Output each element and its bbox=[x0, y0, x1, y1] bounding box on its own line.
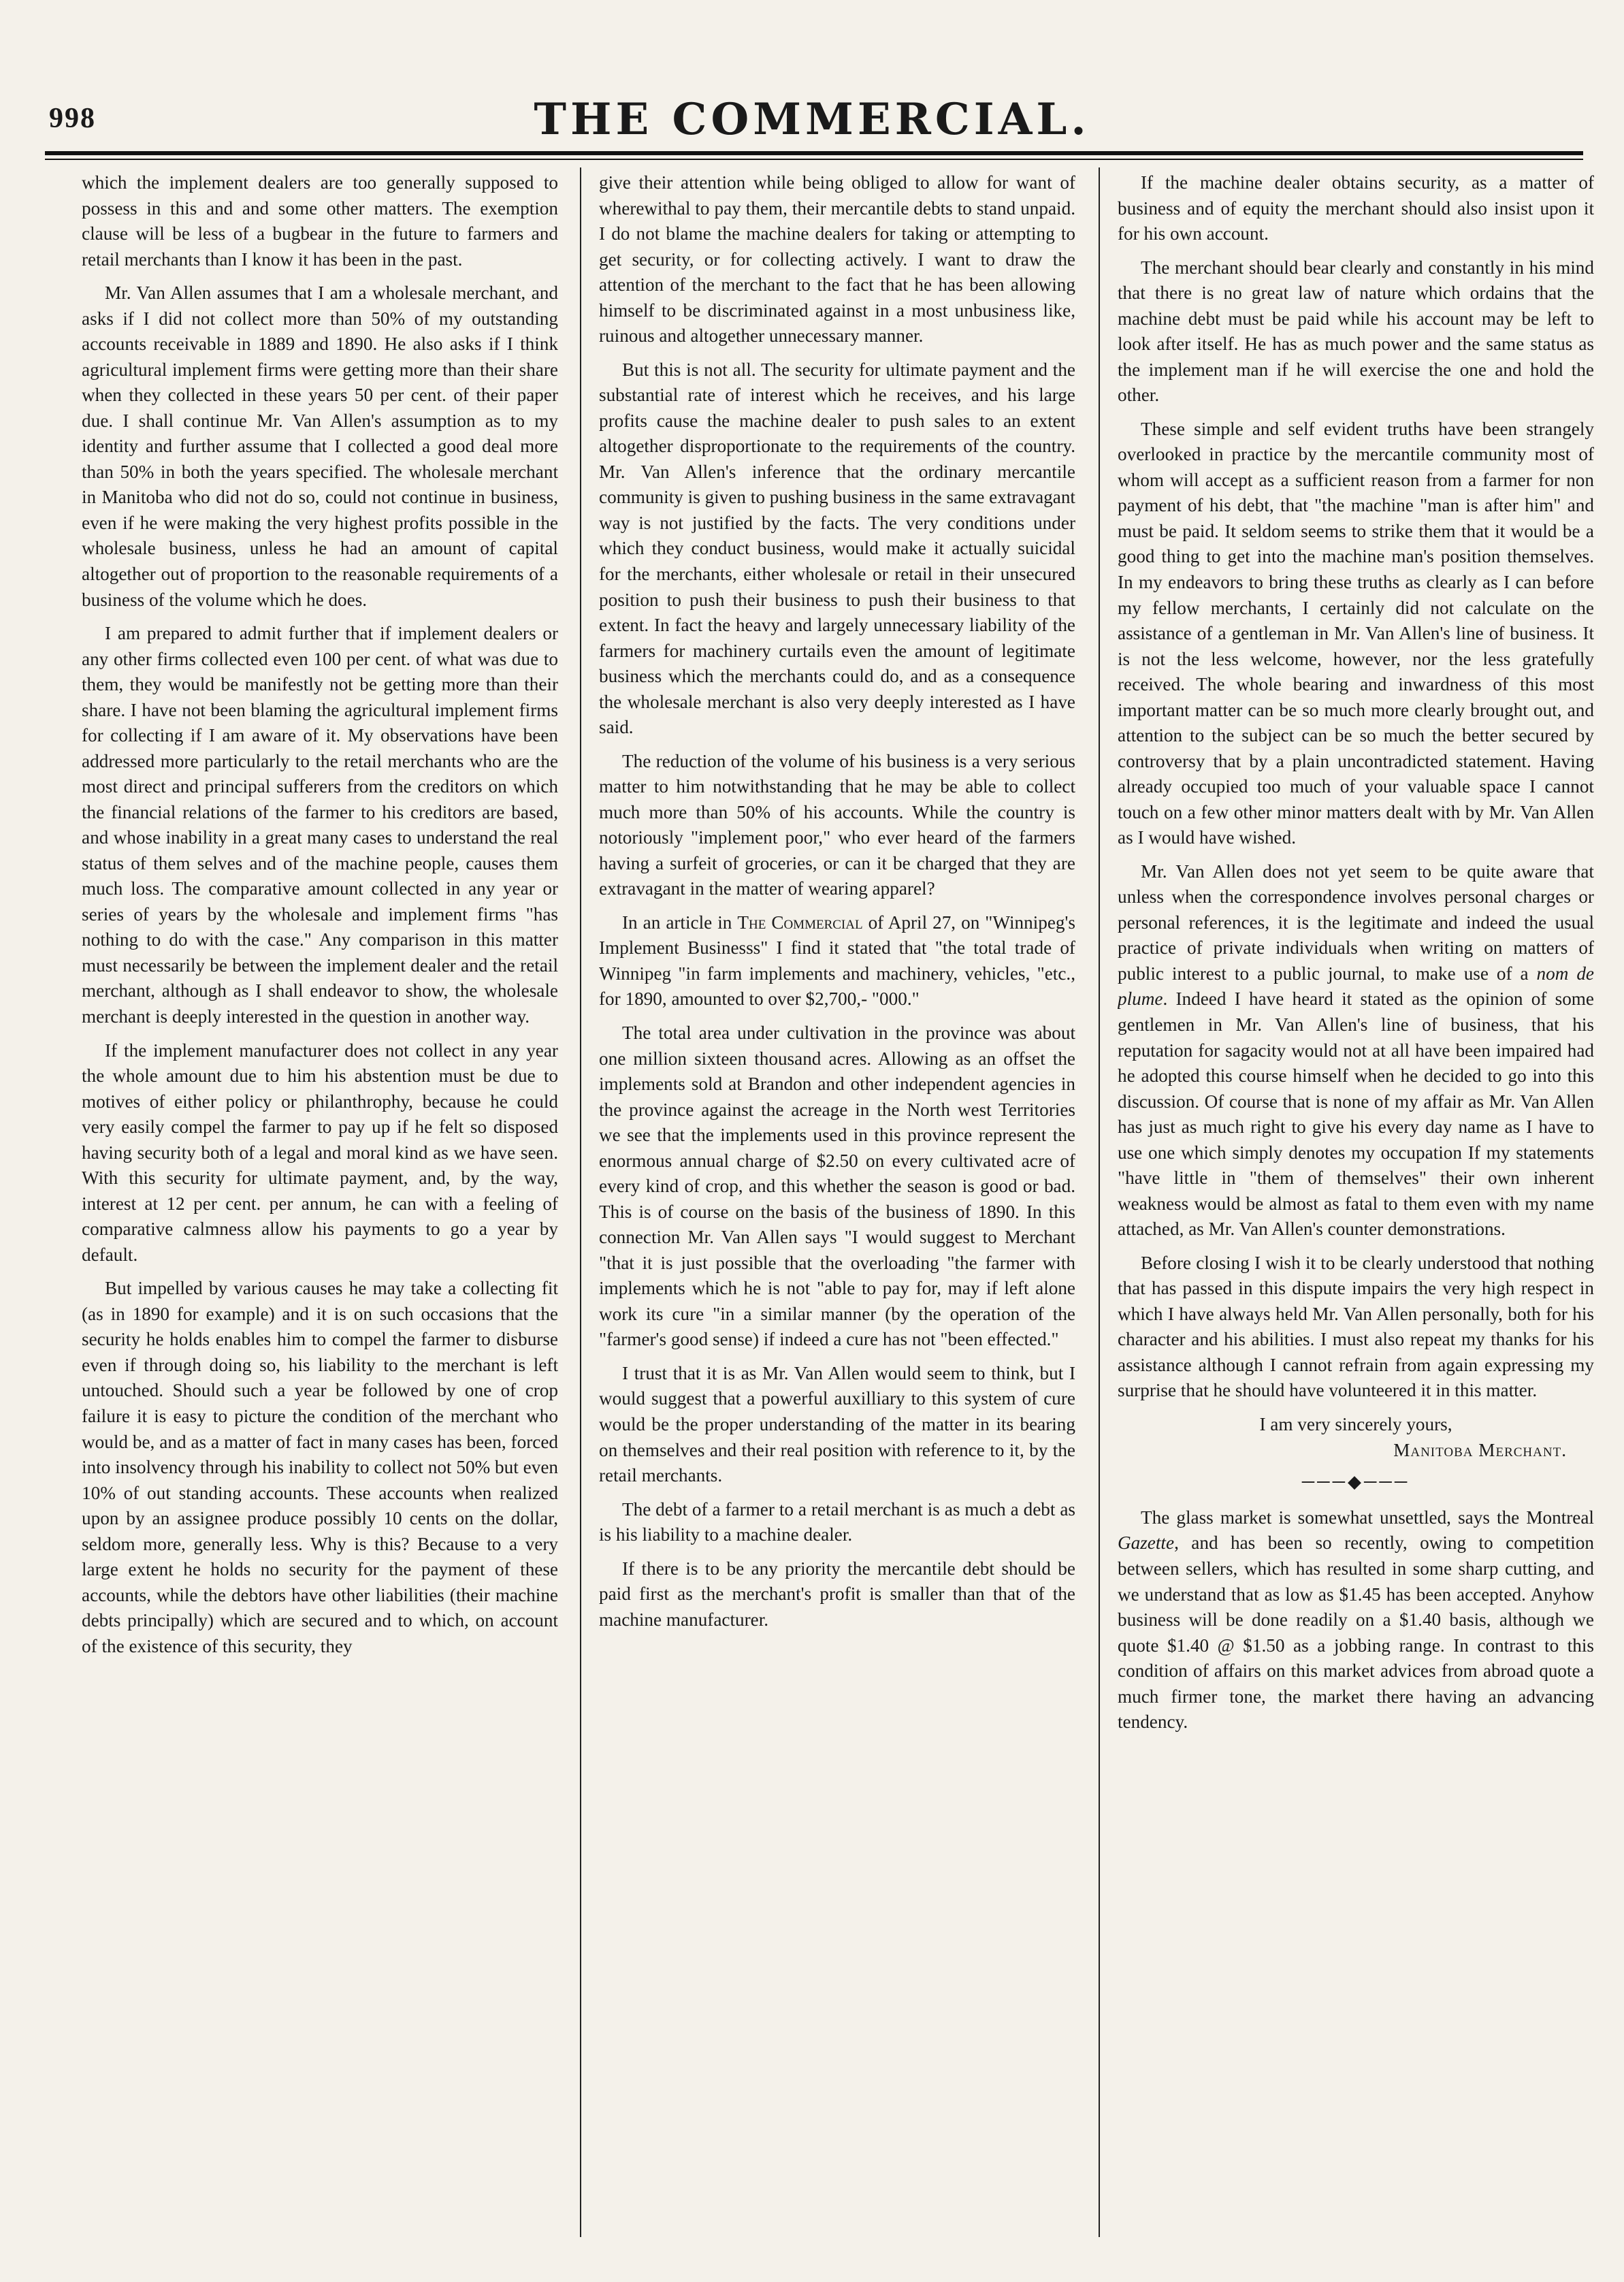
text-run: , and has been so recently, owing to competition between sellers, which has resulted in some sharp cutting, and we understand that as low as $1.45 has been accepted. Anyhow business will be done readily on a $1.40 basis, although we quote $1.40 @ $1.50 as a jobbing range. In contrast to this condition of affairs on this market advices from abroad quote a much firmer tone, the market there having an advancing tendency. bbox=[1118, 1532, 1594, 1733]
paragraph bbox=[1118, 1505, 1594, 1735]
paragraph: These simple and self evident truths have been strangely overlooked in practice by the mercantile community most of whom will accept as a sufficient reason from a farmer for non payment of his debt, that "the machine "man is after him" and must be paid. It seldom seems to strike them that it would be a good thing to get into the machine man's position themselves. In my endeavors to bring these truths as clearly as I can before my fellow merchants, I certainly did not calculate on the assistance of a gentleman in Mr. Van Allen's line of business. It is not the less welcome, however, nor the less gratefully received. The whole bearing and inwardness of this most important matter can be so much more clearly brought out, and attention to the subject can be so much the better secured by controversy that by a plain uncontradicted statement. Having already occupied too much of your valuable space I cannot touch on a few other minor matters dealt with by Mr. Van Allen as I would have wished. bbox=[1118, 418, 1594, 848]
column-divider bbox=[580, 167, 581, 2237]
paragraph: which the implement dealers are too generally supposed to possess in this and and some other matters. The exemption clause will be less of a bugbear in the future to farmers and retail merchants than I know it has been in the past. bbox=[82, 172, 558, 270]
paragraph: But this is not all. The security for ultimate payment and the substantial rate of interest which he receives, and his large profits cause the machine dealer to push sales to an extent altogether disproportionate to the requirements of the country. Mr. Van Allen's inference that the ordinary mercantile community is given to pushing business in the same extravagant way is not justified by the facts. The very conditions under which they conduct business, would make it actually suicidal for the merchants, either wholesale or retail in their unsecured position to push their business to push their business to that extent. In fact the heavy and largely unnecessary liability of the farmers for machinery curtails even the amount of legitimate business which the merchants could do, and as a consequence the wholesale merchant is also very deeply interested as I have said. bbox=[599, 359, 1075, 738]
paragraph: The total area under cultivation in the province was about one million sixteen thousand acres. Allowing as an offset the implements sold at Brandon and other independent agencies in the province against the acreage in the North west Territories we see that the implements used in this province represent the enormous annual charge of $2.50 on every cultivated acre of every kind of crop, and this whether the season is good or bad. This is of course on the basis of the business of 1890. In this connection Mr. Van Allen says "I would suggest to Merchant "that it is just possible that the overloading "the farmer with implements which he is not "able to pay for, may if left alone work its cure "in a similar manner (by the operation of the "farmer's good sense) if indeed a cure has not "been effected." bbox=[599, 1023, 1075, 1350]
text-run: In an article in bbox=[622, 912, 738, 933]
paragraph bbox=[1118, 859, 1594, 1242]
header-rule bbox=[45, 151, 1583, 155]
paragraph bbox=[599, 910, 1075, 1012]
paragraph: Mr. Van Allen assumes that I am a wholesale merchant, and asks if I did not collect more than 50% of my outstanding accounts receivable in 1889 and 1890. He also asks if I think agricultural implement firms were getting more than their share when they collected in these years 50 per cent. of their paper due. I shall continue Mr. Van Allen's assumption as to my identity and further assume that I collected a good deal more than 50% in both the years specified. The wholesale merchant in Manitoba who did not do so, could not continue in business, even if he were making the very highest profits possible in the wholesale business, unless he had an amount of capital altogether out of proportion to the reasonable requirements of a business of the volume which he does. bbox=[82, 283, 558, 610]
column-divider bbox=[1099, 167, 1100, 2237]
text-run: of April 27, on "Winnipeg's Implement Businesss" I find it stated that "the total trade of Winnipeg "in farm implements and machinery, vehicles, "etc., for 1890, amounted to over $2,700,- "000." bbox=[599, 912, 1075, 1010]
section-separator: ───◆─── bbox=[1301, 1472, 1410, 1492]
text-run: Mr. Van Allen does not yet seem to be quite aware that unless when the correspondence involves personal charges or personal references, it is the legitimate and indeed the usual practice of private individuals when writing on matters of public interest to a public journal, to make use of a bbox=[1118, 861, 1594, 984]
paragraph: give their attention while being obliged to allow for want of wherewithal to pay them, their mercantile debts to stand unpaid. I do not blame the machine dealers for taking or attempting to get security, or for collecting actively. I want to draw the attention of the merchant to the fact that he has been allowing himself to be discriminated against in a most unbusiness like, ruinous and altogether unnecessary manner. bbox=[599, 172, 1075, 347]
column-3 bbox=[1118, 170, 1594, 2253]
column-2 bbox=[599, 170, 1075, 2253]
letter-closing: I am very sincerely yours, bbox=[1259, 1413, 1452, 1434]
paragraph: If the implement manufacturer does not collect in any year the whole amount due to him his abstention must be due to motives of either policy or philanthrophy, because he could very easily compel the farmer to pay up if he felt so disposed having security both of a legal and moral kind as we have seen. With this security for ultimate payment, and, by the way, interest at 12 per cent. per annum, he can with a feeling of comparative calmness allow his payments to go a year by default. bbox=[82, 1040, 558, 1265]
paragraph: Before closing I wish it to be clearly understood that nothing that has passed in this dispute impairs the very high respect in which I have always held Mr. Van Allen personally, both for his character and his abilities. I must also repeat my thanks for his assistance although I cannot refrain from again expressing my surprise that he should have volunteered it in this matter. bbox=[1118, 1252, 1594, 1401]
paragraph: If the machine dealer obtains security, as a matter of business and of equity the merchant should also insist upon it for his own account. bbox=[1118, 172, 1594, 244]
journal-name: The Commercial bbox=[737, 912, 863, 933]
masthead-title: THE COMMERCIAL. bbox=[534, 94, 1090, 145]
letter-signature: Manitoba Merchant. bbox=[1393, 1439, 1567, 1460]
italic-phrase: nom de plume bbox=[1118, 963, 1594, 1010]
column-1 bbox=[82, 170, 558, 2253]
paragraph: But impelled by various causes he may take a collecting fit (as in 1890 for example) and it is on such occasions that the security he holds enables him to compel the farmer to disburse even if through doing so, his liability to the merchant is left untouched. Should such a year be followed by one of crop failure it is easy to picture the condition of the merchant who would be, and as a matter of fact in many cases has been, forced into insolvency through his inability to collect not 50% but even 10% of out standing accounts. These accounts when realized upon by an assignee produce possibly 10 cents on the dollar, seldom more, generally less. Why is this? Because to a very large extent he holds no security for the payment of these accounts, while the debtors have other liabilities (their machine debts principally) which are secured and to which, on account of the existence of this security, they bbox=[82, 1278, 558, 1656]
paragraph: I trust that it is as Mr. Van Allen would seem to think, but I would suggest that a powerful auxilliary to this system of cure would be the proper understanding of the matter in its bearing on themselves and their real position with reference to it, by the retail merchants. bbox=[599, 1362, 1075, 1486]
paragraph: The debt of a farmer to a retail merchant is as much a debt as is his liability to a machine dealer. bbox=[599, 1498, 1075, 1545]
paragraph: The reduction of the volume of his business is a very serious matter to him notwithstanding that he may be able to collect much more than 50% of his accounts. While the country is notoriously "implement poor," who ever heard of the farmers having a surfeit of groceries, or can it be charged that they are extravagant in the matter of wearing apparel? bbox=[599, 750, 1075, 899]
paragraph: If there is to be any priority the mercantile debt should be paid first as the merchant's profit is smaller than that of the machine manufacturer. bbox=[599, 1558, 1075, 1630]
header-rule-thin bbox=[45, 159, 1583, 160]
page-number: 998 bbox=[49, 103, 96, 134]
paragraph: I am prepared to admit further that if implement dealers or any other firms collected even 100 per cent. of what was due to them, they would be manifestly not be getting more than their share. I have not been blaming the agricultural implement firms for collecting if I am aware of it. My observations have been addressed more particularly to the retail merchants who are the most direct and principal sufferers from the creditors on which the financial relations of the farmer to his creditors are based, and whose inability in a great many cases to understand the real status of them selves and of the machine people, causes them much loss. The comparative amount collected in any year or series of years by the wholesale and implement firms "has nothing to do with the case." Any comparison in this matter must necessarily be between the implement dealer and the retail merchant, although as I shall endeavor to show, the wholesale merchant is deeply interested in the question in another way. bbox=[82, 623, 558, 1027]
text-run: The glass market is somewhat unsettled, says the Montreal bbox=[1141, 1507, 1594, 1528]
paragraph: The merchant should bear clearly and constantly in his mind that there is no great law of nature which ordains that the machine debt must be paid while his account may be left to look after itself. He has as much power and the same status as the implement man if he will exercise the one and hold the other. bbox=[1118, 257, 1594, 406]
italic-phrase: Gazette bbox=[1118, 1532, 1175, 1554]
text-run: . Indeed I have heard it stated as the opinion of some gentlemen in Mr. Van Allen's line of business, that his reputation for sagacity would not at all have been impaired had he adopted this course himself when he decided to go into this discussion. Of course that is none of my affair as Mr. Van Allen has just as much right to give his every day name as I have to use one which simply denotes my occupation If my statements "have little in "them of themselves" their own inherent weakness would be almost as fatal to them even with my name attached, as Mr. Van Allen's counter demonstrations. bbox=[1118, 989, 1594, 1240]
